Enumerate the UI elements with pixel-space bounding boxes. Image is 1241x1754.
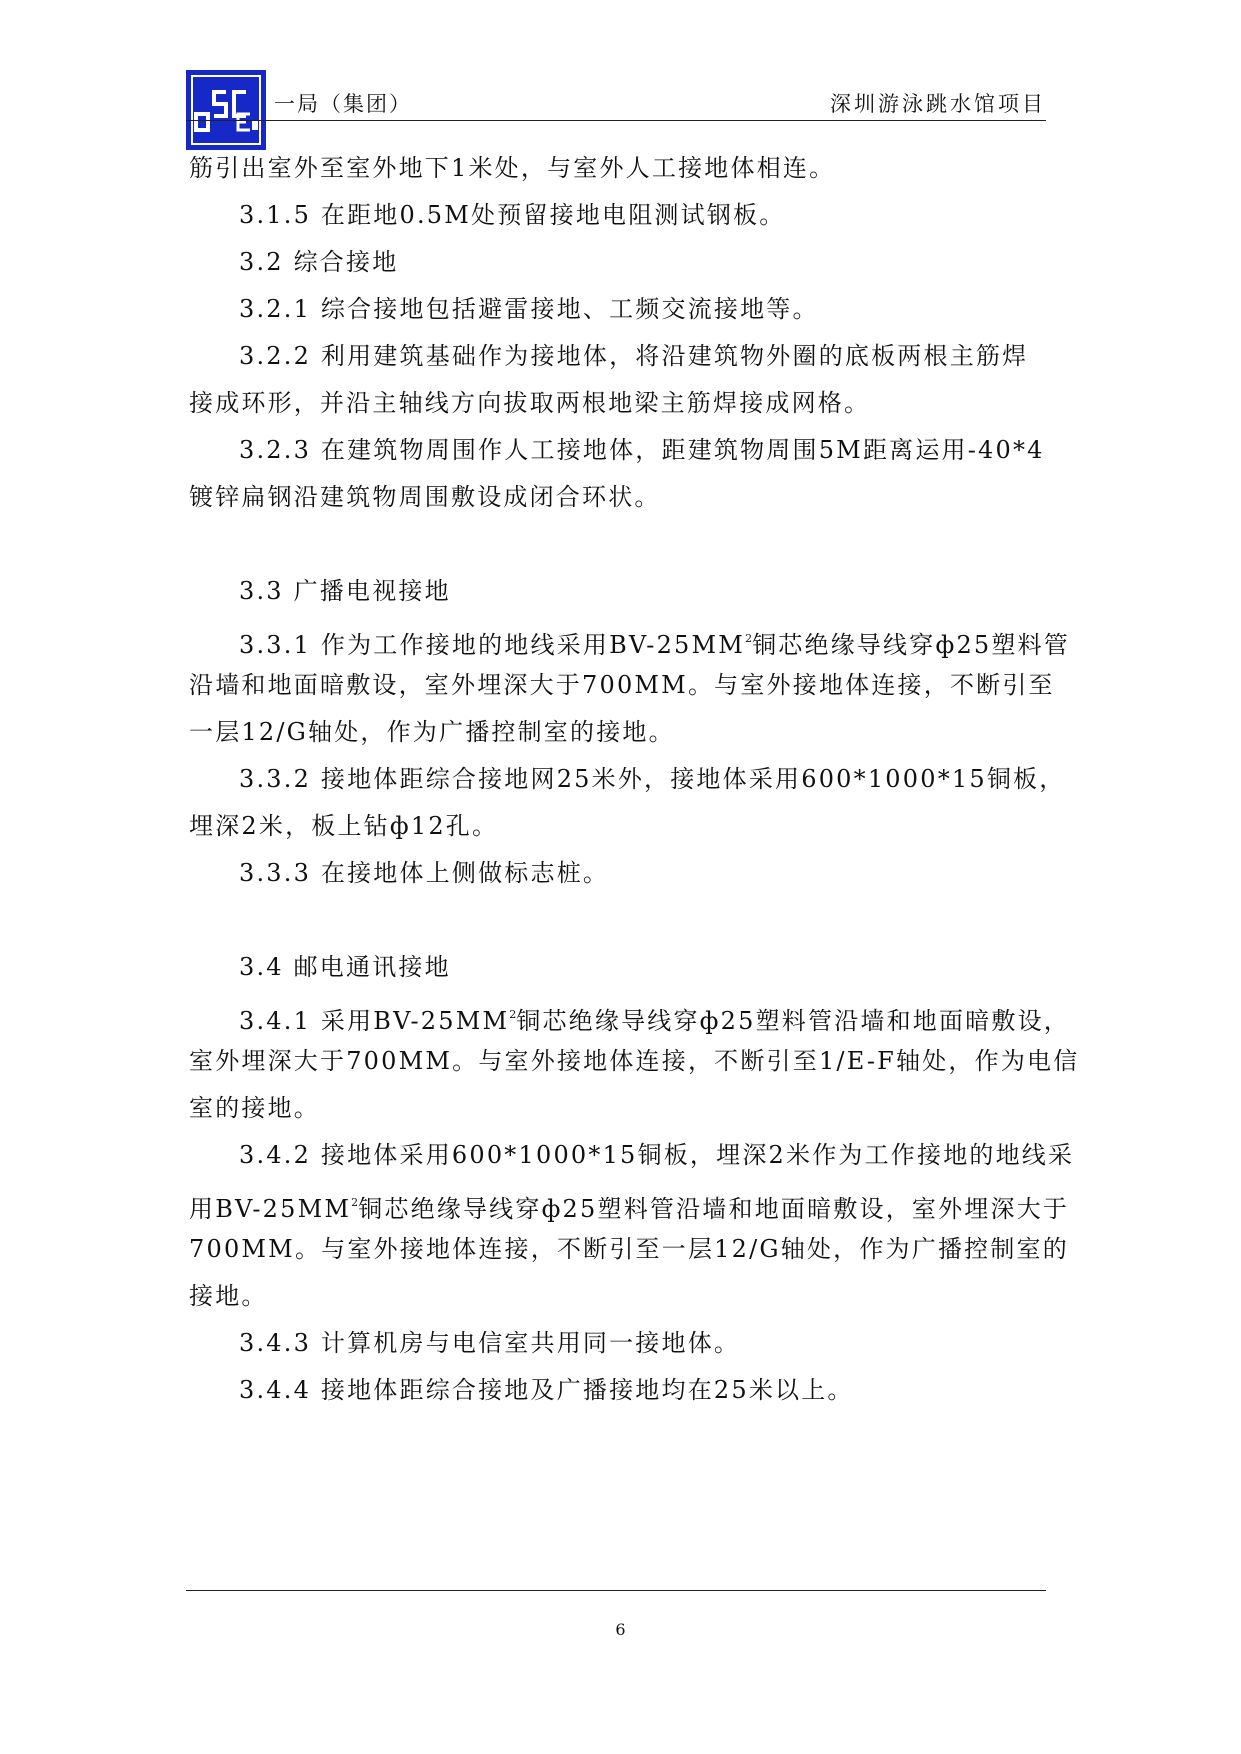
spacer: [189, 521, 1049, 568]
text-line: 接地。: [189, 1282, 268, 1310]
text-line: 接成环形，并沿主轴线方向拔取两根地梁主筋焊接成网格。: [189, 389, 871, 417]
text-line: 3.3.2 接地体距综合接地网25米外，接地体采用600*1000*15铜板，: [239, 765, 1066, 793]
text-line: 3.1.5 在距地0.5M处预留接地电阻测试钢板。: [239, 201, 786, 229]
text-line: 3.3 广播电视接地: [239, 577, 451, 605]
text-line: 筋引出室外至室外地下1米处，与室外人工接地体相连。: [189, 154, 836, 182]
page-number: 6: [615, 1620, 626, 1639]
spacer: [189, 897, 1049, 944]
text-line: 3.2 综合接地: [239, 248, 399, 276]
document-body: [189, 145, 1080, 1414]
text-line: 3.2.3 在建筑物周围作人工接地体，距建筑物周围5M距离运用-40*4: [239, 436, 1045, 464]
superscript: 2: [745, 632, 753, 645]
footer-divider: [186, 1590, 1046, 1591]
text-line: [189, 1179, 1070, 1226]
header-divider: [186, 120, 1046, 121]
section-heading: [189, 568, 1049, 615]
text-segment: 铜芯绝缘导线穿ф25塑料管沿墙和地面暗敷设，: [516, 1007, 1070, 1035]
paragraph: [189, 615, 1070, 756]
text-line: 3.2.2 利用建筑基础作为接地体，将沿建筑物外圈的底板两根主筋焊: [239, 342, 1029, 370]
text-line: [189, 991, 1070, 1038]
paragraph: [189, 850, 1049, 897]
text-segment: 3.4.1 采用BV-25MM: [239, 1007, 510, 1035]
company-logo: [186, 70, 266, 150]
text-line: [189, 615, 1070, 662]
text-line: 一层12/G轴处，作为广播控制室的接地。: [189, 718, 675, 746]
text-line: 700MM。与室外接地体连接，不断引至一层12/G轴处，作为广播控制室的: [189, 1235, 1069, 1263]
paragraph: [189, 145, 1049, 192]
text-line: 室的接地。: [189, 1094, 320, 1122]
text-line: 镀锌扁钢沿建筑物周围敷设成闭合环状。: [189, 483, 661, 511]
superscript: 2: [351, 1196, 359, 1209]
text-line: 沿墙和地面暗敷设，室外埋深大于700MM。与室外接地体连接，不断引至: [189, 671, 1055, 699]
paragraph: [189, 1367, 1049, 1414]
text-line: 3.4 邮电通讯接地: [239, 953, 451, 981]
text-line: 3.4.2 接地体采用600*1000*15铜板，埋深2米作为工作接地的地线采: [239, 1141, 1075, 1169]
text-line: 3.3.3 在接地体上侧做标志桩。: [239, 859, 610, 887]
paragraph: [189, 192, 1049, 239]
text-segment: 用BV-25MM: [189, 1195, 352, 1223]
header-project: 深圳游泳跳水馆项目: [830, 92, 1046, 116]
paragraph: [189, 756, 1066, 850]
page-header: [186, 70, 1046, 122]
text-line: 3.2.1 综合接地包括避雷接地、工频交流接地等。: [239, 295, 819, 323]
text-segment: 铜芯绝缘导线穿ф25塑料管沿墙和地面暗敷设，室外埋深大于: [358, 1195, 1070, 1223]
text-segment: 铜芯绝缘导线穿ф25塑料管: [752, 631, 1070, 659]
paragraph: [189, 1132, 1075, 1320]
text-line: 3.4.3 计算机房与电信室共用同一接地体。: [239, 1329, 741, 1357]
text-line: 埋深2米，板上钻ф12孔。: [189, 812, 499, 840]
section-heading: [189, 944, 1049, 991]
section-heading: [189, 239, 1049, 286]
paragraph: [189, 1320, 1049, 1367]
paragraph: [189, 427, 1049, 521]
paragraph: [189, 333, 1049, 427]
text-segment: 3.3.1 作为工作接地的地线采用BV-25MM: [239, 631, 746, 659]
text-line: 室外埋深大于700MM。与室外接地体连接，不断引至1/E-F轴处，作为电信: [189, 1047, 1080, 1075]
superscript: 2: [509, 1008, 517, 1021]
text-line: 3.4.4 接地体距综合接地及广播接地均在25米以上。: [239, 1376, 854, 1404]
paragraph: [189, 286, 1049, 333]
header-company: 一局（集团）: [274, 92, 412, 116]
paragraph: [189, 991, 1080, 1132]
